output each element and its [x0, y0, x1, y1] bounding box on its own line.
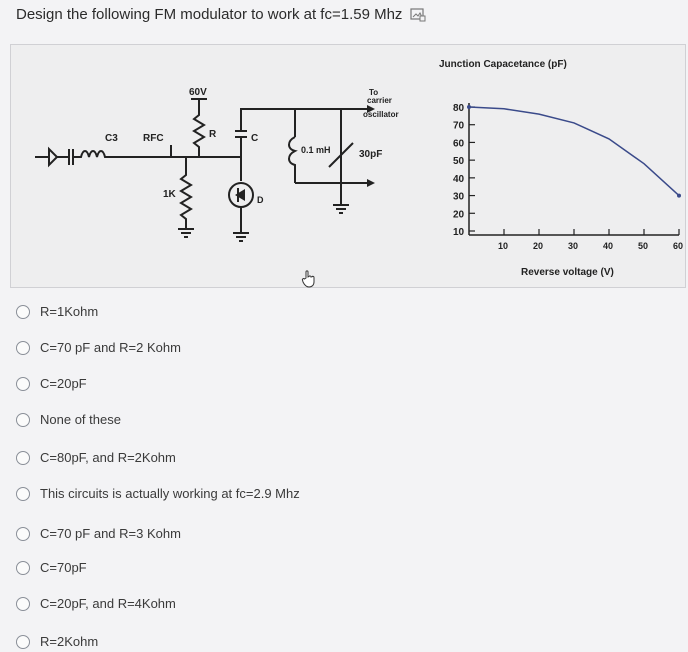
y-tick-label: 50 [453, 156, 465, 168]
chart-series-line [469, 107, 679, 196]
answer-option-label: C=20pF [40, 376, 87, 391]
answer-option-label: None of these [40, 412, 121, 427]
x-tick-label: 60 [673, 241, 684, 251]
label-60v: 60V [189, 87, 207, 98]
answer-option-label: C=70 pF and R=2 Kohm [40, 340, 181, 355]
answer-option[interactable] [16, 412, 121, 427]
label-oscillator: oscillator [363, 110, 399, 119]
chart-point [677, 194, 681, 198]
y-tick-label: 60 [453, 138, 465, 150]
y-tick-label: 80 [453, 103, 465, 114]
question-text: Design the following FM modulator to work at fc=1.59 Mhz [16, 6, 403, 23]
radio-button[interactable] [16, 305, 30, 319]
hand-cursor-icon [301, 270, 317, 288]
answer-option[interactable] [16, 526, 181, 541]
question-figure [10, 44, 686, 288]
answer-option[interactable] [16, 560, 87, 575]
y-tick-label: 70 [453, 120, 465, 132]
label-r: R [209, 129, 217, 140]
answer-option[interactable] [16, 450, 176, 465]
chart-title: Junction Capacetance (pF) [439, 59, 567, 70]
answer-option[interactable] [16, 304, 98, 319]
radio-button[interactable] [16, 635, 30, 649]
answer-option[interactable] [16, 340, 181, 355]
question-text-row [16, 6, 426, 23]
radio-button[interactable] [16, 413, 30, 427]
label-to: To [369, 88, 379, 97]
radio-button[interactable] [16, 487, 30, 501]
label-30pf: 30pF [359, 149, 383, 160]
answer-option[interactable] [16, 376, 87, 391]
answer-option-label: C=70pF [40, 560, 87, 575]
radio-button[interactable] [16, 377, 30, 391]
answer-option-label: R=1Kohm [40, 304, 99, 319]
fm-modulator-circuit [11, 45, 429, 287]
image-icon[interactable] [410, 8, 426, 22]
x-tick-label: 40 [603, 241, 614, 251]
radio-button[interactable] [16, 341, 30, 355]
chart-point [467, 105, 471, 109]
radio-button[interactable] [16, 451, 30, 465]
y-tick-label: 30 [453, 191, 465, 203]
junction-capacitance-chart [429, 45, 687, 287]
answer-option[interactable] [16, 486, 300, 501]
x-tick-label: 50 [638, 241, 649, 251]
label-c: C [251, 133, 259, 144]
answer-option-label: R=2Kohm [40, 634, 99, 649]
y-tick-label: 20 [453, 209, 465, 221]
y-tick-label: 10 [453, 227, 465, 238]
label-d1: D [257, 195, 264, 205]
label-c3: C3 [105, 133, 118, 144]
answer-option-label: C=70 pF and R=3 Kohm [40, 526, 181, 541]
label-carrier: carrier [367, 96, 392, 105]
label-inductor: 0.1 mH [301, 145, 331, 155]
x-tick-label: 10 [498, 241, 509, 251]
radio-button[interactable] [16, 561, 30, 575]
y-tick-label: 40 [453, 173, 465, 185]
radio-button[interactable] [16, 527, 30, 541]
chart-xlabel: Reverse voltage (V) [521, 267, 614, 278]
answer-option[interactable] [16, 596, 176, 611]
radio-button[interactable] [16, 597, 30, 611]
answer-option-label: C=20pF, and R=4Kohm [40, 596, 176, 611]
x-tick-label: 20 [533, 241, 544, 251]
label-rfc: RFC [143, 133, 164, 144]
label-1k: 1K [163, 189, 176, 200]
answer-option-label: C=80pF, and R=2Kohm [40, 450, 176, 465]
answer-option-label: This circuits is actually working at fc=2.9 Mhz [40, 486, 300, 501]
answer-option[interactable] [16, 634, 98, 649]
x-tick-label: 30 [568, 241, 579, 251]
